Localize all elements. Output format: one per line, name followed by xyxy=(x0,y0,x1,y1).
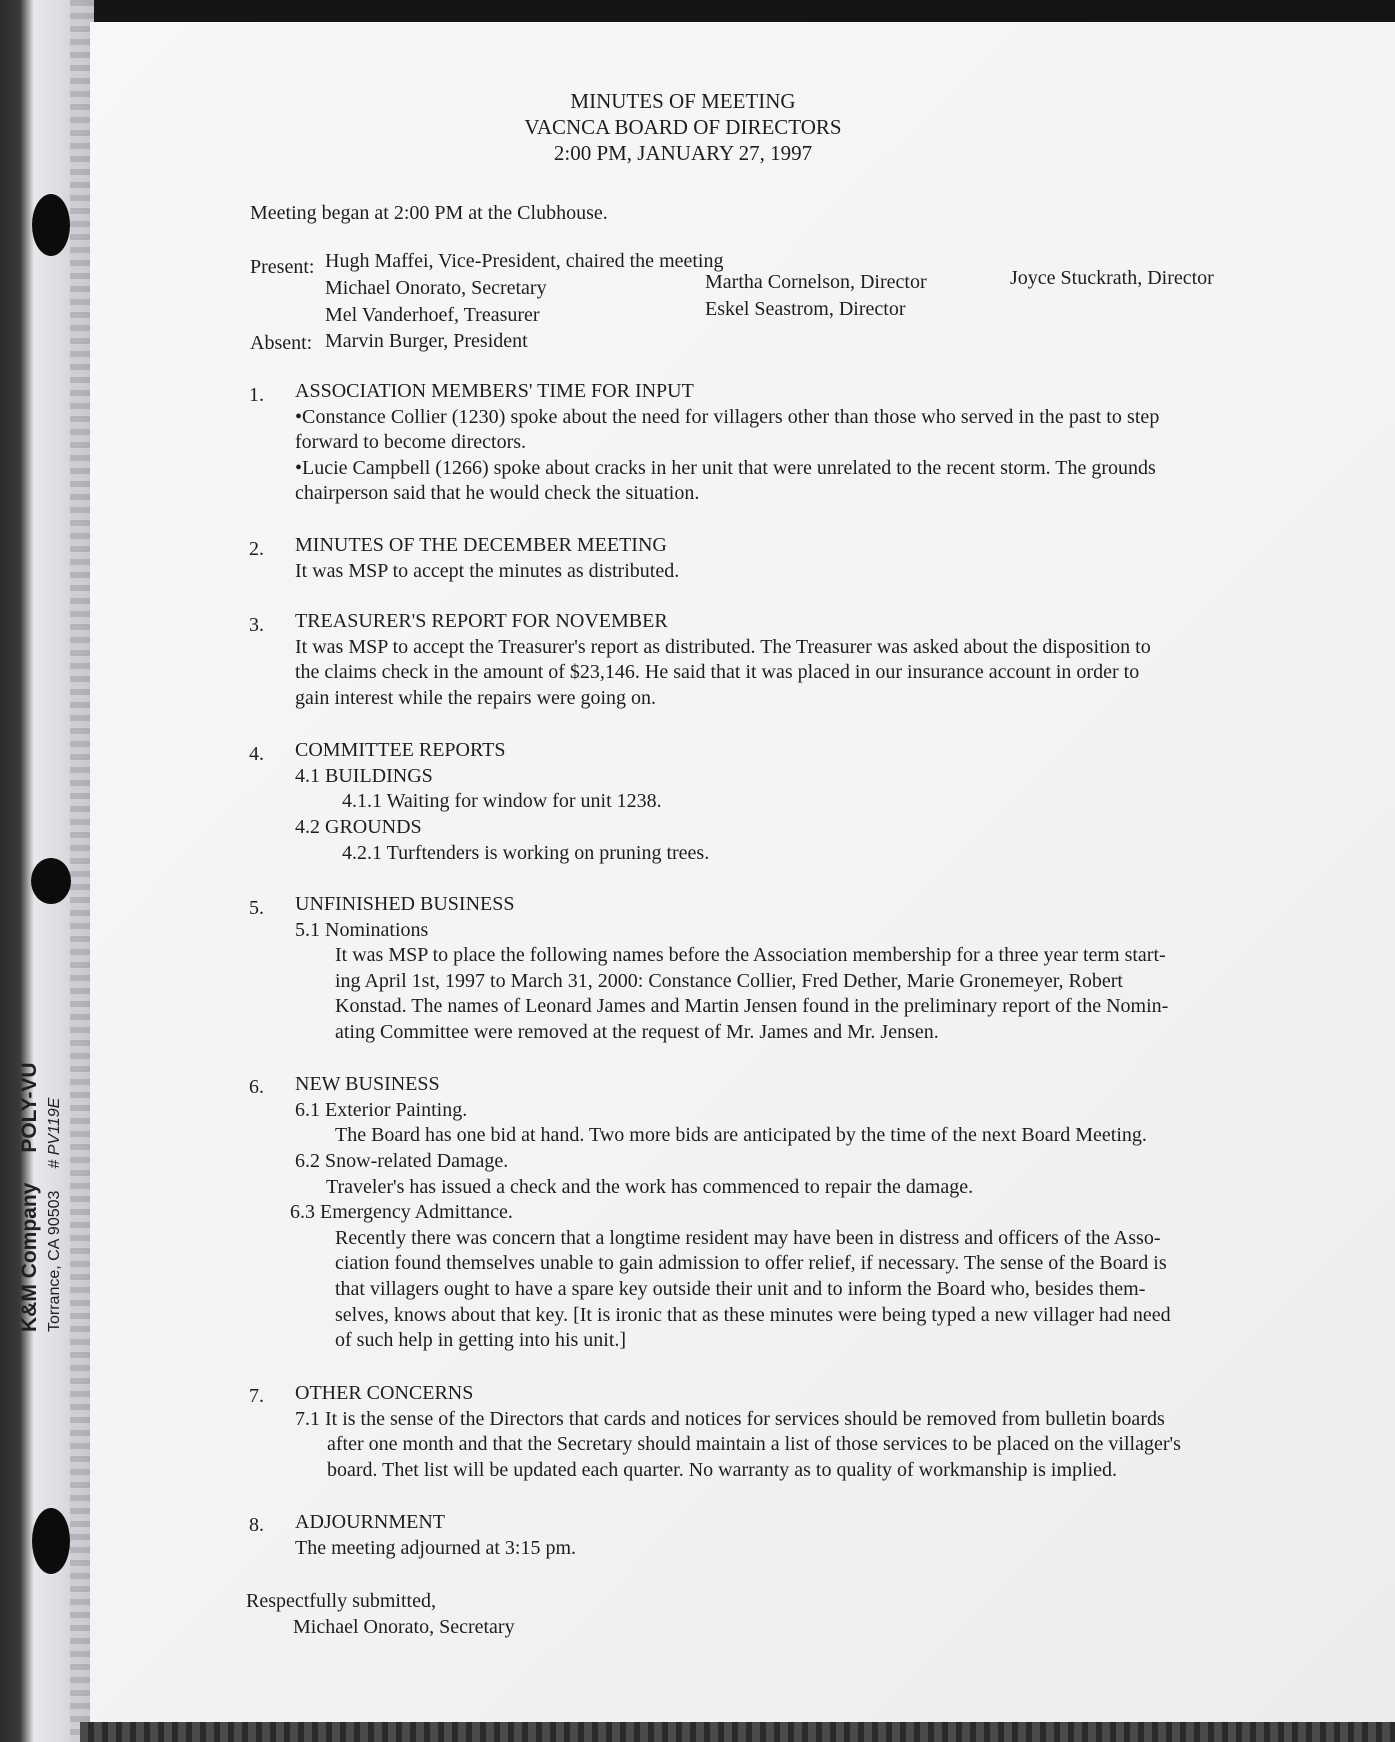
section-6-sub-1: 6.1 Exterior Painting. xyxy=(295,1099,468,1121)
present-label: Present: xyxy=(250,256,315,278)
section-4-title: COMMITTEE REPORTS xyxy=(295,739,506,761)
section-6-title: NEW BUSINESS xyxy=(295,1073,440,1095)
present-director-seastrom: Eskel Seastrom, Director xyxy=(705,298,906,320)
closing-line-1: Respectfully submitted, xyxy=(246,1590,436,1612)
section-6-sub-3-line-4: selves, knows about that key. [It is ironic that as these minutes were being typed a new villager had need xyxy=(335,1304,1171,1326)
section-2-title: MINUTES OF THE DECEMBER MEETING xyxy=(295,534,667,556)
punch-hole-bottom xyxy=(32,1508,70,1574)
header-line-3: 2:00 PM, JANUARY 27, 1997 xyxy=(553,141,813,165)
section-3-line-1: It was MSP to accept the Treasurer's report as distributed. The Treasurer was asked about the disposition to xyxy=(295,636,1151,658)
section-6-sub-1-line: The Board has one bid at hand. Two more bids are anticipated by the time of the next Board Meeting. xyxy=(335,1124,1147,1146)
present-treasurer: Mel Vanderhoef, Treasurer xyxy=(325,304,540,326)
section-1-line-4: chairperson said that he would check the situation. xyxy=(295,482,700,504)
closing-signatory: Michael Onorato, Secretary xyxy=(293,1616,515,1638)
section-5-line-3: Konstad. The names of Leonard James and Martin Jensen found in the preliminary report of the Nomin- xyxy=(335,995,1169,1017)
section-1-line-1: •Constance Collier (1230) spoke about the need for villagers other than those who served in the past to step xyxy=(295,406,1160,428)
section-6-sub-3-line-1: Recently there was concern that a longtime resident may have been in distress and officers of the Asso- xyxy=(335,1227,1161,1249)
section-1-number: 1. xyxy=(249,384,264,406)
section-7-title: OTHER CONCERNS xyxy=(295,1382,474,1404)
section-1-title: ASSOCIATION MEMBERS' TIME FOR INPUT xyxy=(295,380,694,402)
header-line-1: MINUTES OF MEETING xyxy=(570,89,796,113)
section-7-line-2: after one month and that the Secretary should maintain a list of those services to be placed on the villager's xyxy=(327,1433,1181,1455)
present-director-cornelson: Martha Cornelson, Director xyxy=(705,271,927,293)
section-2-line-1: It was MSP to accept the minutes as distributed. xyxy=(295,560,680,582)
section-5-number: 5. xyxy=(249,897,264,919)
section-4-sub-1-1: 4.1.1 Waiting for window for unit 1238. xyxy=(342,790,662,812)
section-5-title: UNFINISHED BUSINESS xyxy=(295,893,515,915)
sleeve-brand-label xyxy=(18,1032,98,1332)
sleeve-brand: K&M Company xyxy=(18,1182,41,1332)
sheet-protector-bottom-edge xyxy=(80,1722,1395,1742)
section-8-line-1: The meeting adjourned at 3:15 pm. xyxy=(295,1537,577,1559)
document-page xyxy=(90,22,1395,1727)
present-director-stuckrath: Joyce Stuckrath, Director xyxy=(1010,267,1214,289)
section-7-line-1: 7.1 It is the sense of the Directors that cards and notices for services should be removed from bulletin boards xyxy=(295,1408,1165,1430)
sleeve-location: Torrance, CA 90503 xyxy=(46,1190,63,1332)
intro-text: Meeting began at 2:00 PM at the Clubhouse. xyxy=(250,202,608,224)
section-3-line-2: the claims check in the amount of $23,146. He said that it was placed in our insurance account in order to xyxy=(295,661,1140,683)
absent-president: Marvin Burger, President xyxy=(325,330,528,352)
section-1-line-3: •Lucie Campbell (1266) spoke about cracks in her unit that were unrelated to the recent storm. The grounds xyxy=(295,457,1156,479)
sleeve-product: POLY-VU xyxy=(18,1062,41,1153)
section-1-line-2: forward to become directors. xyxy=(295,431,527,453)
section-4-sub-1: 4.1 BUILDINGS xyxy=(295,765,433,787)
section-5-line-2: ing April 1st, 1997 to March 31, 2000: Constance Collier, Fred Dether, Marie Gronemeyer, Robert xyxy=(335,970,1123,992)
section-5-sub-1: 5.1 Nominations xyxy=(295,919,429,941)
present-chair: Hugh Maffei, Vice-President, chaired the meeting xyxy=(325,250,724,272)
absent-label: Absent: xyxy=(250,332,313,354)
section-5-line-4: ating Committee were removed at the request of Mr. James and Mr. Jensen. xyxy=(335,1021,939,1043)
section-6-number: 6. xyxy=(249,1076,264,1098)
section-8-number: 8. xyxy=(249,1514,264,1536)
header-line-2: VACNCA BOARD OF DIRECTORS xyxy=(524,115,842,139)
section-4-sub-2-1: 4.2.1 Turftenders is working on pruning trees. xyxy=(342,842,710,864)
punch-hole-middle xyxy=(31,858,71,904)
section-6-sub-3-line-5: of such help in getting into his unit.] xyxy=(335,1329,627,1351)
section-8-title: ADJOURNMENT xyxy=(295,1511,445,1533)
sleeve-code: # PV119E xyxy=(46,1097,63,1169)
section-7-line-3: board. Thet list will be updated each quarter. No warranty as to quality of workmanship is implied. xyxy=(327,1459,1117,1481)
present-secretary: Michael Onorato, Secretary xyxy=(325,277,547,299)
section-6-sub-3-line-2: ciation found themselves unable to gain admission to offer relief, if necessary. The sense of the Board is xyxy=(335,1252,1167,1274)
section-4-number: 4. xyxy=(249,743,264,765)
section-2-number: 2. xyxy=(249,538,264,560)
section-4-sub-2: 4.2 GROUNDS xyxy=(295,816,422,838)
section-5-line-1: It was MSP to place the following names before the Association membership for a three year term start- xyxy=(335,944,1166,966)
section-6-sub-3-line-3: that villagers ought to have a spare key outside their unit and to inform the Board who, besides them- xyxy=(335,1278,1146,1300)
section-3-line-3: gain interest while the repairs were going on. xyxy=(295,687,656,709)
section-6-sub-3: 6.3 Emergency Admittance. xyxy=(290,1201,513,1223)
punch-hole-top xyxy=(32,194,70,256)
section-6-sub-2: 6.2 Snow-related Damage. xyxy=(295,1150,509,1172)
section-7-number: 7. xyxy=(249,1385,264,1407)
section-6-sub-2-line: Traveler's has issued a check and the work has commenced to repair the damage. xyxy=(326,1176,974,1198)
section-3-number: 3. xyxy=(249,614,264,636)
section-3-title: TREASURER'S REPORT FOR NOVEMBER xyxy=(295,610,668,632)
